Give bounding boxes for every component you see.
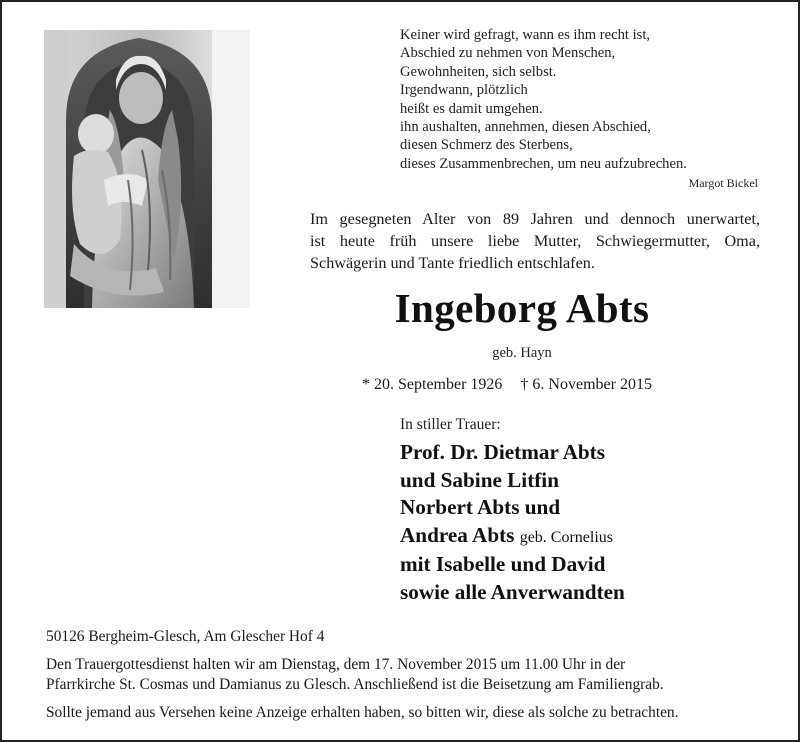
birth-date: * 20. September 1926 xyxy=(362,376,503,393)
poem-line: heißt es damit umgehen. xyxy=(400,100,543,117)
announcement-line: Im gesegneten Alter von 89 Jahren und dennoch unerwartet, xyxy=(310,210,760,228)
mourner-line: Prof. Dr. Dietmar Abts xyxy=(400,440,605,464)
mourning-label: In stiller Trauer: xyxy=(400,416,501,433)
poem xyxy=(400,26,760,173)
madonna-statue-image xyxy=(44,30,250,308)
announcement-line: ist heute früh unsere liebe Mutter, Schwiegermutter, Oma, xyxy=(310,232,760,250)
announcement-line: Schwägerin und Tante friedlich entschlafen. xyxy=(310,254,595,272)
life-dates xyxy=(362,376,702,394)
notice-text: Sollte jemand aus Versehen keine Anzeige erhalten haben, so bitten wir, diese als solche zu betrachten. xyxy=(46,704,679,721)
poem-line: Gewohnheiten, sich selbst. xyxy=(400,63,557,80)
poem-line: diesen Schmerz des Sterbens, xyxy=(400,137,573,154)
poem-line: ihn aushalten, annehmen, diesen Abschied, xyxy=(400,119,651,136)
service-line: Pfarrkirche St. Cosmas und Damianus zu Glesch. Anschließend ist die Beisetzung am Familiengrab. xyxy=(46,676,664,693)
mourner-name: Andrea Abts xyxy=(400,522,515,547)
poem-line: dieses Zusammenbrechen, um neu aufzubrechen. xyxy=(400,155,687,172)
poem-author: Margot Bickel xyxy=(688,176,758,190)
funeral-service-info xyxy=(46,655,762,695)
mourner-line: mit Isabelle und David xyxy=(400,552,606,577)
mourner-line: und Sabine Litfin xyxy=(400,467,559,492)
mourner-maiden-name: geb. Cornelius xyxy=(519,528,614,546)
mourner-line: Norbert Abts und xyxy=(400,495,561,520)
madonna-photo xyxy=(44,30,250,308)
mourner-line xyxy=(400,522,760,552)
mourners-list xyxy=(400,439,760,607)
poem-line: Irgendwann, plötzlich xyxy=(400,82,528,99)
maiden-name: geb. Hayn xyxy=(492,345,552,361)
poem-line: Keiner wird gefragt, wann es ihm recht ist, xyxy=(400,27,651,43)
poem-line: Abschied zu nehmen von Menschen, xyxy=(400,45,616,62)
family-address: 50126 Bergheim-Glesch, Am Glescher Hof 4 xyxy=(46,628,325,645)
deceased-name: Ingeborg Abts xyxy=(394,285,650,331)
mourner-line: sowie alle Anverwandten xyxy=(400,579,625,604)
death-announcement xyxy=(310,208,760,274)
death-date: † 6. November 2015 xyxy=(520,376,652,393)
service-line: Den Trauergottesdienst halten wir am Dienstag, dem 17. November 2015 um 11.00 Uhr in der xyxy=(46,656,626,673)
